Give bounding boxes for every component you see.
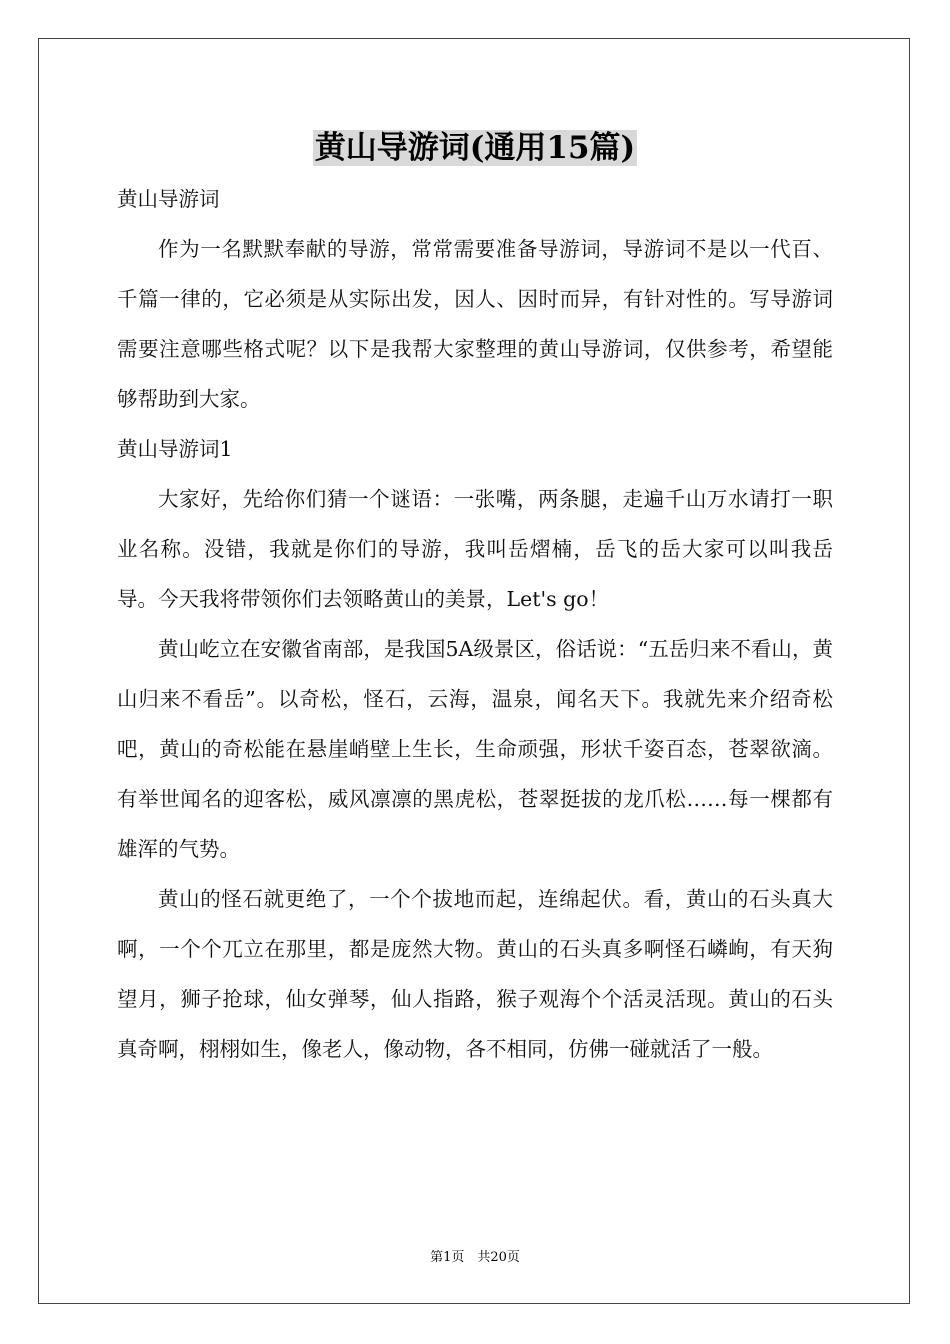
section-heading-1: 黄山导游词1: [117, 437, 233, 461]
paragraph-2: 黄山屹立在安徽省南部，是我国5A级景区，俗话说：“五岳归来不看山，黄山归来不看岳”。以奇松，怪石，云海，温泉，闻名天下。我就先来介绍奇松吧，黄山的奇松能在悬崖峭壁上生长，生命顽强，形状千姿百态，苍翠欲滴。有举世闻名的迎客松，威风凛凛的黑虎松，苍翠挺拔的龙爪松……每一棵都有雄浑的气势。: [117, 637, 833, 861]
section-heading-intro: 黄山导游词: [117, 187, 220, 211]
paragraph-3: 黄山的怪石就更绝了，一个个拔地而起，连绵起伏。看，黄山的石头真大啊，一个个兀立在那里，都是庞然大物。黄山的石头真多啊怪石嶙峋，有天狗望月，狮子抢球，仙女弹琴，仙人指路，猴子观海个个活灵活现。黄山的石头真奇啊，栩栩如生，像老人，像动物，各不相同，仿佛一碰就活了一般。: [117, 887, 833, 1061]
page-number: 第1页 共20页: [430, 1250, 520, 1265]
document-body: [117, 174, 833, 1074]
document-title: [0, 128, 950, 168]
paragraph-intro: 作为一名默默奉献的导游，常常需要准备导游词，导游词不是以一代百、千篇一律的，它必须是从实际出发，因人、因时而异，有针对性的。写导游词需要注意哪些格式呢？以下是我帮大家整理的黄山导游词，仅供参考，希望能够帮助到大家。: [117, 237, 833, 411]
document-title-text: 黄山导游词(通用15篇): [314, 130, 636, 166]
paragraph-1: 大家好，先给你们猜一个谜语：一张嘴，两条腿，走遍千山万水请打一职业名称。没错，我就是你们的导游，我叫岳熠楠，岳飞的岳大家可以叫我岳导。今天我将带领你们去领略黄山的美景，Let's go！: [117, 487, 833, 611]
